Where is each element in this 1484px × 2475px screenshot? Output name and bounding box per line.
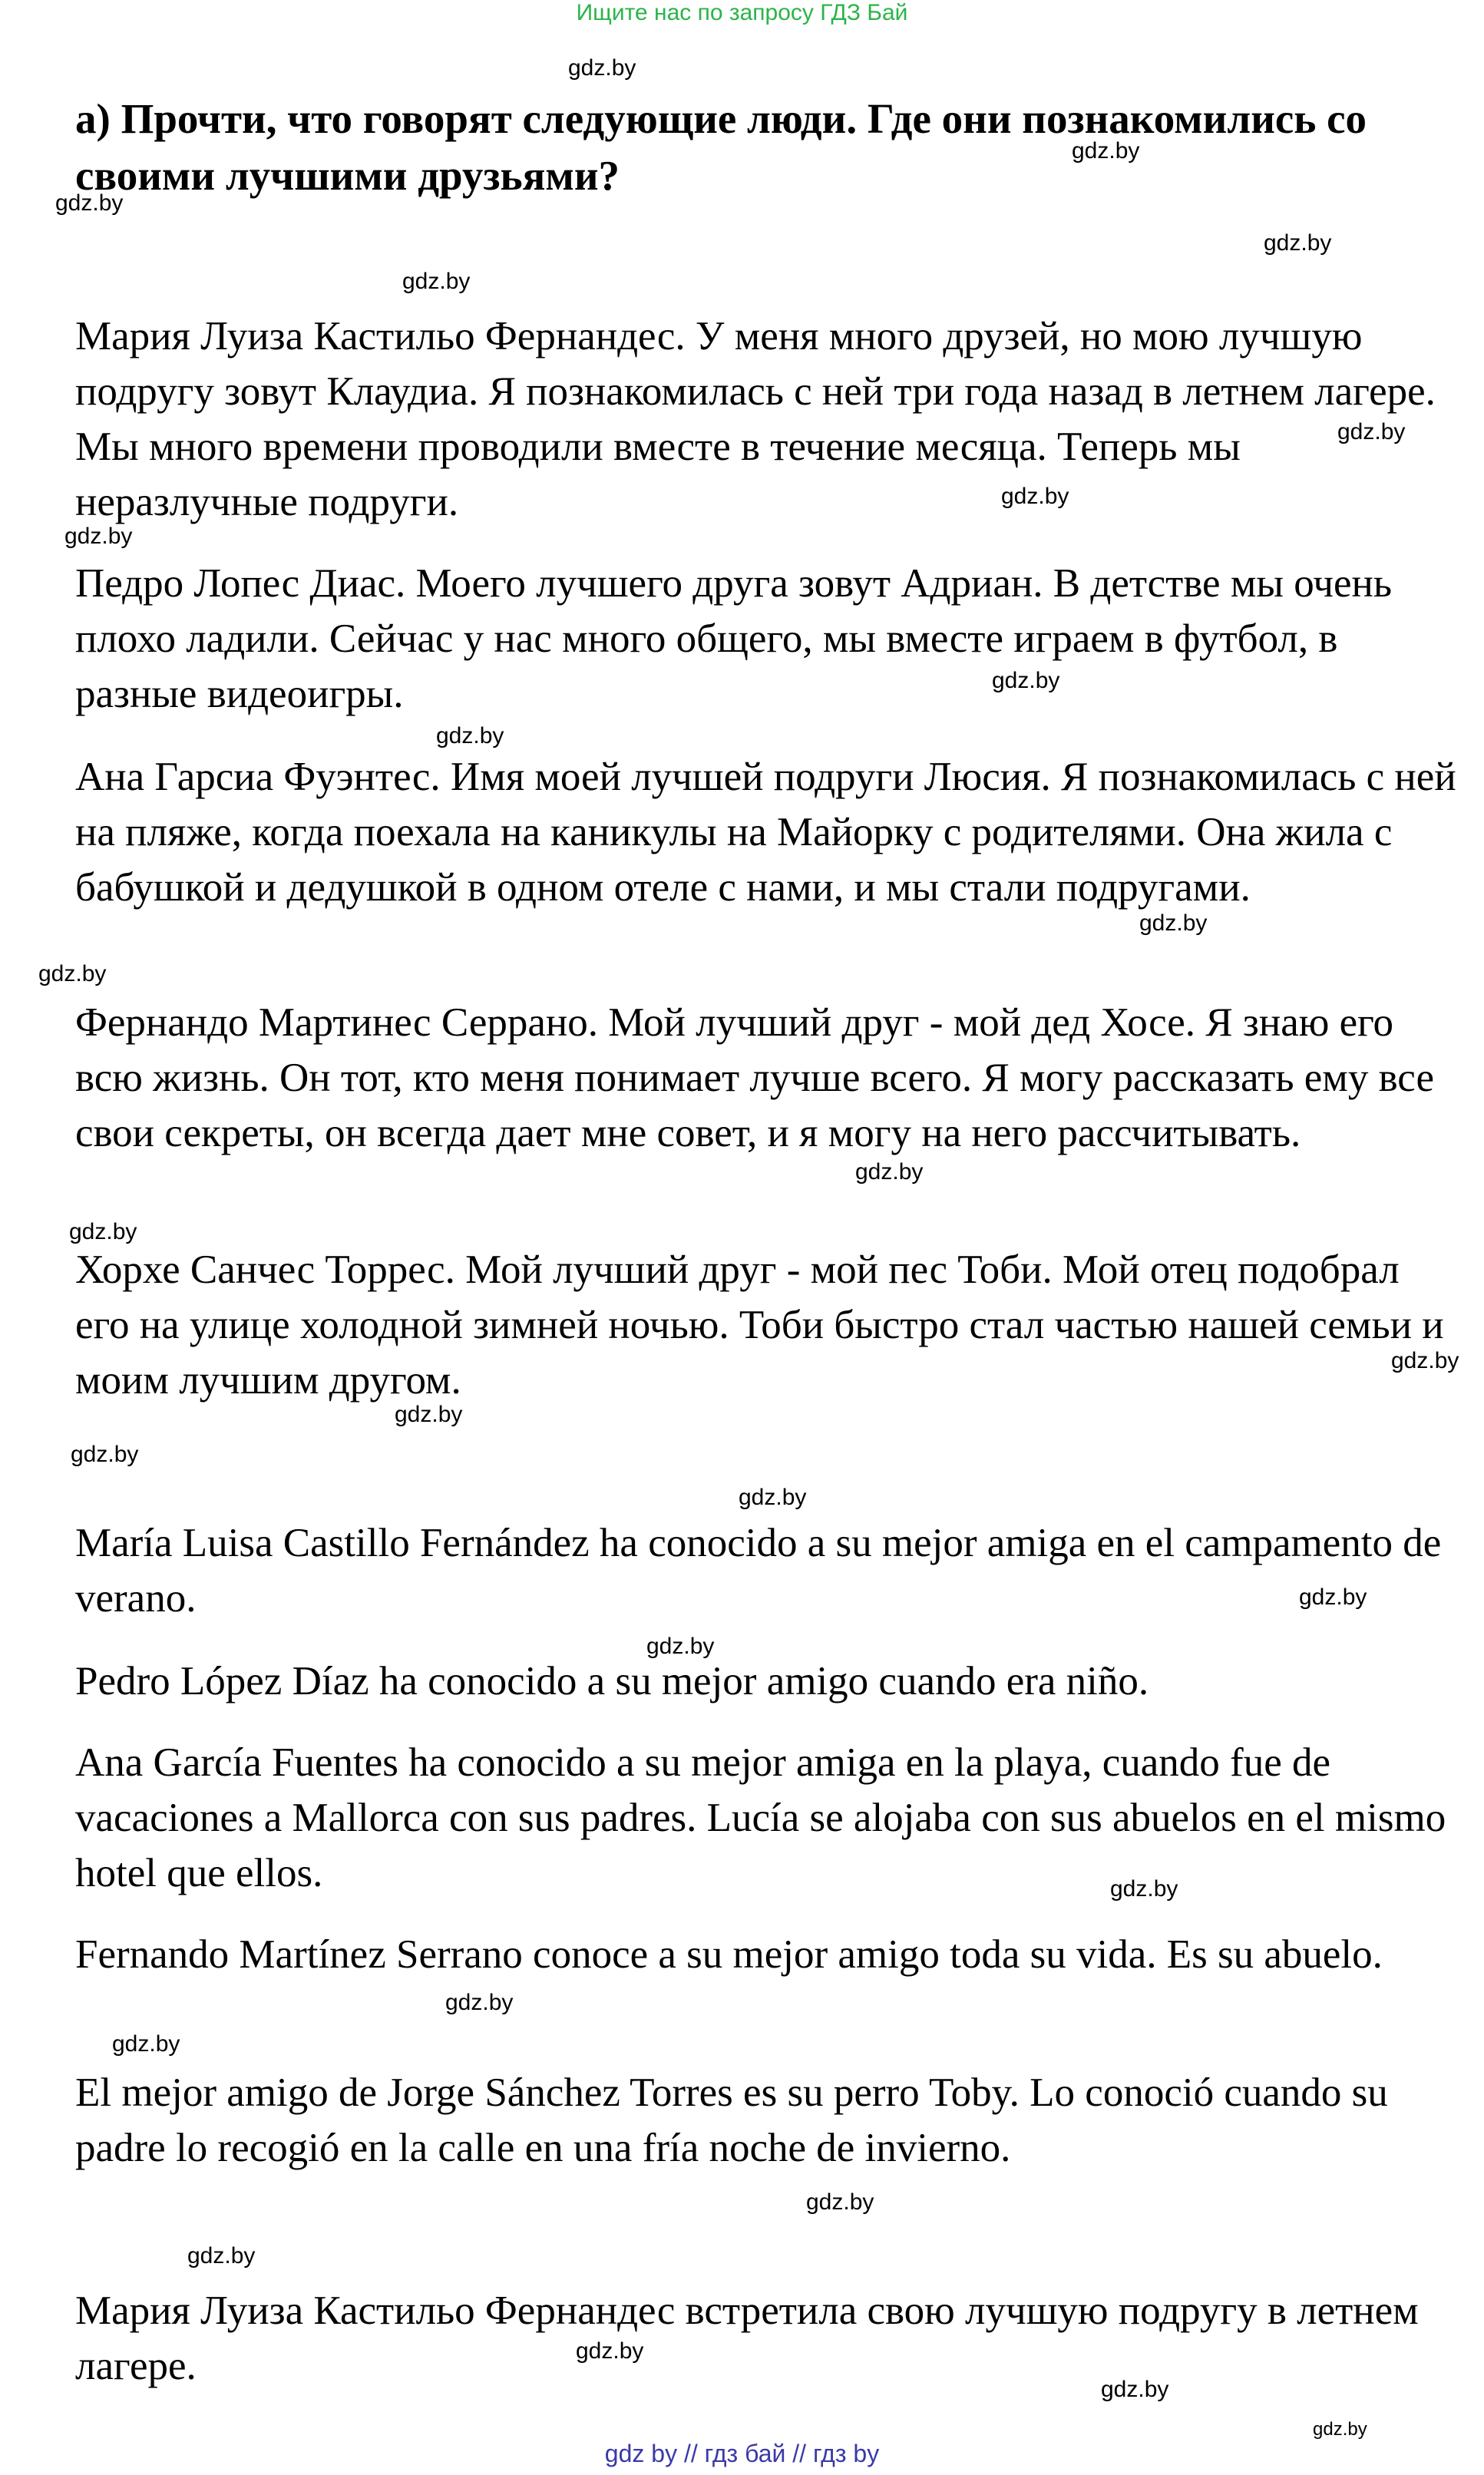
paragraph-ru-1: Мария Луиза Кастильо Фернандес. У меня много друзей, но мою лучшую подругу зовут Клаудиа. Я познакомилась с ней три года назад в летнем лагере. Мы много времени проводили вместе в течение месяца. Теперь мы неразлучные подруги.: [75, 314, 1436, 524]
watermark: gdz.by: [855, 1159, 924, 1185]
paragraph-es-2: Pedro López Díaz ha conocido a su mejor amigo cuando era niño.: [75, 1659, 1149, 1703]
watermark: gdz.by: [436, 723, 504, 748]
paragraph-ru-5: Хорхе Санчес Торрес. Мой лучший друг - мой пес Тоби. Мой отец подобрал его на улице холодной зимней ночью. Тоби быстро стал частью нашей семьи и моим лучшим другом.: [75, 1247, 1444, 1403]
paragraph-es-3: Ana García Fuentes ha conocido a su mejor amiga en la playa, cuando fue de vacaciones a Mallorca con sus padres. Lucía se alojaba con sus abuelos en el mismo hotel que ellos.: [75, 1740, 1446, 1895]
watermark: gdz.by: [992, 668, 1060, 693]
watermark: gdz.by: [646, 1634, 715, 1659]
paragraph-es-5: El mejor amigo de Jorge Sánchez Torres es su perro Toby. Lo conoció cuando su padre lo recogió en la calle en una fría noche de invierno.: [75, 2070, 1388, 2170]
watermark: gdz.by: [568, 55, 636, 81]
watermark: gdz.by: [1072, 138, 1140, 164]
top-banner-link[interactable]: Ищите нас по запросу ГДЗ Бай: [576, 0, 908, 25]
watermark: gdz.by: [55, 190, 124, 216]
final-paragraph: Мария Луиза Кастильо Фернандес встретила свою лучшую подругу в летнем лагере.: [75, 2288, 1419, 2388]
watermark: gdz.by: [576, 2338, 644, 2364]
watermark: gdz.by: [71, 1442, 139, 1467]
watermark: gdz.by: [445, 1990, 514, 2015]
watermark: gdz.by: [806, 2189, 874, 2215]
watermark: gdz.by: [395, 1402, 463, 1427]
paragraph-es-1: María Luisa Castillo Fernández ha conocido a su mejor amiga en el campamento de verano.: [75, 1521, 1442, 1621]
watermark: gdz.by: [402, 269, 471, 294]
watermark: gdz.by: [1391, 1348, 1459, 1373]
watermark: gdz.by: [1139, 910, 1208, 936]
paragraph-ru-2: Педро Лопес Диас. Моего лучшего друга зовут Адриан. В детстве мы очень плохо ладили. Сейчас у нас много общего, мы вместе играем в футбол, в разные видеоигры.: [75, 561, 1393, 716]
watermark: gdz.by: [38, 961, 107, 986]
watermark: gdz.by: [1264, 230, 1332, 256]
bottom-banner-link[interactable]: gdz by // гдз бай // гдз by: [604, 2440, 880, 2467]
watermark: gdz.by: [1337, 419, 1406, 444]
watermark: gdz.by: [1313, 2419, 1367, 2440]
watermark: gdz.by: [739, 1485, 807, 1510]
watermark: gdz.by: [187, 2243, 256, 2268]
watermark: gdz.by: [1001, 484, 1069, 509]
paragraph-ru-4: Фернандо Мартинес Серрано. Мой лучший друг - мой дед Хосе. Я знаю его всю жизнь. Он тот, кто меня понимает лучше всего. Я могу рассказать ему все свои секреты, он всегда дает мне совет, и я могу на него рассчитывать.: [75, 1000, 1434, 1155]
watermark: gdz.by: [1101, 2377, 1169, 2402]
watermark: gdz.by: [1110, 1876, 1178, 1902]
watermark: gdz.by: [69, 1219, 137, 1244]
watermark: gdz.by: [112, 2031, 180, 2057]
watermark: gdz.by: [64, 524, 133, 549]
exercise-heading: а) Прочти, что говорят следующие люди. Где они познакомились со своими лучшими друзьями?: [75, 95, 1367, 199]
paragraph-es-4: Fernando Martínez Serrano conoce a su mejor amigo toda su vida. Es su abuelo.: [75, 1932, 1383, 1977]
paragraph-ru-3: Ана Гарсиа Фуэнтес. Имя моей лучшей подруги Люсия. Я познакомилась с ней на пляже, когда поехала на каникулы на Майорку с родителями. Она жила с бабушкой и дедушкой в одном отеле с нами, и мы стали подругами.: [75, 755, 1456, 910]
watermark: gdz.by: [1299, 1584, 1367, 1610]
